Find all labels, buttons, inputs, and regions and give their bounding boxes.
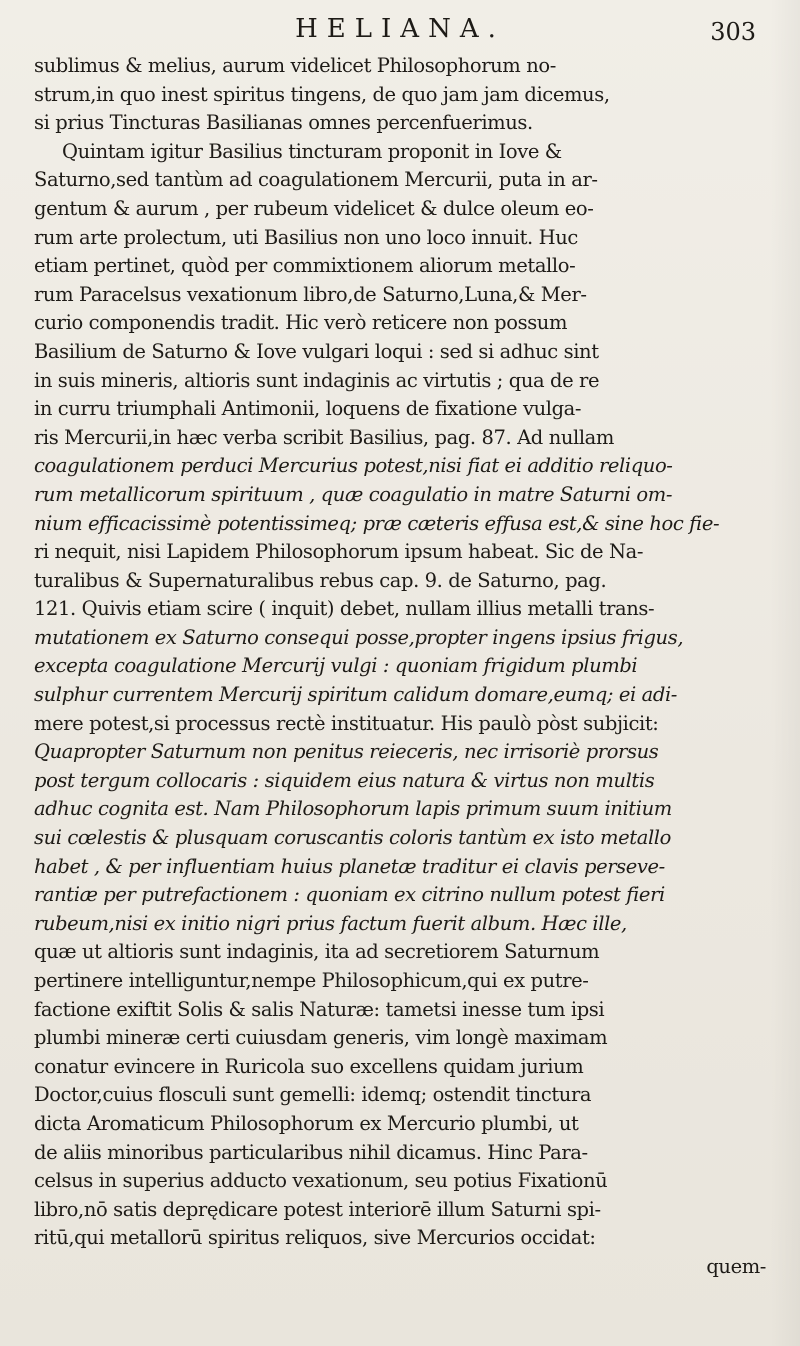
text-line: post tergum collocaris : siquidem eius natura & virtus non multis: [34, 768, 655, 792]
catchword: quem-: [706, 1254, 766, 1278]
text-line: mere potest,si processus rectè instituatur. His paulò pòst subjicit:: [34, 711, 659, 735]
text-line: factione exiftit Solis & salis Naturæ: tametsi inesse tum ipsi: [34, 997, 605, 1021]
text-line: si prius Tincturas Basilianas omnes percenfuerimus.: [34, 111, 533, 135]
text-line: coagulationem perduci Mercurius potest,nisi fiat ei additio reliquo-: [34, 454, 673, 478]
text-line: Basilium de Saturno & Iove vulgari loqui : sed si adhuc sint: [34, 339, 599, 363]
text-line: sui cœlestis & plusquam coruscantis coloris tantùm ex isto metallo: [34, 826, 671, 850]
text-line: conatur evincere in Ruricola suo excellens quidam jurium: [34, 1054, 584, 1078]
text-line: mutationem ex Saturno consequi posse,propter ingens ipsius frigus,: [34, 625, 684, 649]
text-line: sublimus & melius, aurum videlicet Philosophorum no-: [34, 54, 556, 77]
text-line: gentum & aurum , per rubeum videlicet & dulce oleum eo-: [34, 196, 594, 220]
page-header: [0, 14, 800, 50]
text-line: habet , & per influentiam huius planetæ traditur ei clavis perseve-: [34, 854, 665, 878]
text-line: ris Mercurii,in hæc verba scribit Basilius, pag. 87. Ad nullam: [34, 425, 614, 449]
text-line: nium efficacissimè potentissimeq; præ cæteris effusa est,& sine hoc fie-: [34, 511, 720, 535]
text-line: ritū,qui metallorū spiritus reliquos, sive Mercurios occidat:: [34, 1226, 596, 1250]
text-line: quæ ut altioris sunt indaginis, ita ad secretiorem Saturnum: [34, 940, 600, 964]
text-line: rum Paracelsus vexationum libro,de Saturno,Luna,& Mer-: [34, 282, 587, 306]
text-line: rubeum,nisi ex initio nigri prius factum fuerit album. Hæc ille,: [34, 911, 627, 935]
text-line: de aliis minoribus particularibus nihil dicamus. Hinc Para-: [34, 1140, 588, 1164]
text-line: plumbi mineræ certi cuiusdam generis, vim longè maximam: [34, 1026, 608, 1050]
page-edge-shadow: [770, 0, 800, 1346]
text-line: dicta Aromaticum Philosophorum ex Mercurio plumbi, ut: [34, 1111, 579, 1135]
text-line: curio componendis tradit. Hic verò reticere non possum: [34, 311, 568, 335]
text-line: rantiæ per putrefactionem : quoniam ex citrino nullum potest fieri: [34, 883, 665, 907]
text-line: libro,nō satis deprędicare potest interiorē illum Saturni spi-: [34, 1197, 601, 1221]
body-text: [34, 52, 784, 1282]
text-line: Quintam igitur Basilius tincturam proponit in Iove &: [62, 139, 562, 163]
text-line: adhuc cognita est. Nam Philosophorum lapis primum suum initium: [34, 797, 672, 821]
text-line: Saturno,sed tantùm ad coagulationem Mercurii, puta in ar-: [34, 168, 598, 192]
text-line: sulphur currentem Mercurij spiritum calidum domare,eumq; ei adi-: [34, 683, 677, 707]
text-line: Doctor,cuius flosculi sunt gemelli: idemq; ostendit tinctura: [34, 1083, 592, 1107]
text-line: rum metallicorum spirituum , quæ coagulatio in matre Saturni om-: [34, 482, 673, 506]
text-line: excepta coagulatione Mercurij vulgi : quoniam frigidum plumbi: [34, 654, 638, 678]
text-line: celsus in superius adducto vexationum, seu potius Fixationū: [34, 1169, 608, 1193]
text-line: in suis mineris, altioris sunt indaginis ac virtutis ; qua de re: [34, 368, 600, 392]
text-line: 121. Quivis etiam scire ( inquit) debet, nullam illius metalli trans-: [34, 597, 655, 621]
text-line: rum arte prolectum, uti Basilius non uno loco innuit. Huc: [34, 225, 578, 249]
text-line: ri nequit, nisi Lapidem Philosophorum ipsum habeat. Sic de Na-: [34, 540, 644, 564]
page-number: 303: [710, 18, 756, 46]
running-title: HELIANA.: [295, 14, 505, 44]
text-line: strum,in quo inest spiritus tingens, de quo jam jam dicemus,: [34, 82, 610, 106]
text-line: turalibus & Supernaturalibus rebus cap. 9. de Saturno, pag.: [34, 568, 607, 592]
text-line: Quapropter Saturnum non penitus reieceris, nec irrisoriè prorsus: [34, 740, 659, 764]
text-line: etiam pertinet, quòd per commixtionem aliorum metallo-: [34, 254, 576, 278]
text-line: in curru triumphali Antimonii, loquens de fixatione vulga-: [34, 397, 582, 421]
text-line: pertinere intelliguntur,nempe Philosophicum,qui ex putre-: [34, 969, 589, 992]
